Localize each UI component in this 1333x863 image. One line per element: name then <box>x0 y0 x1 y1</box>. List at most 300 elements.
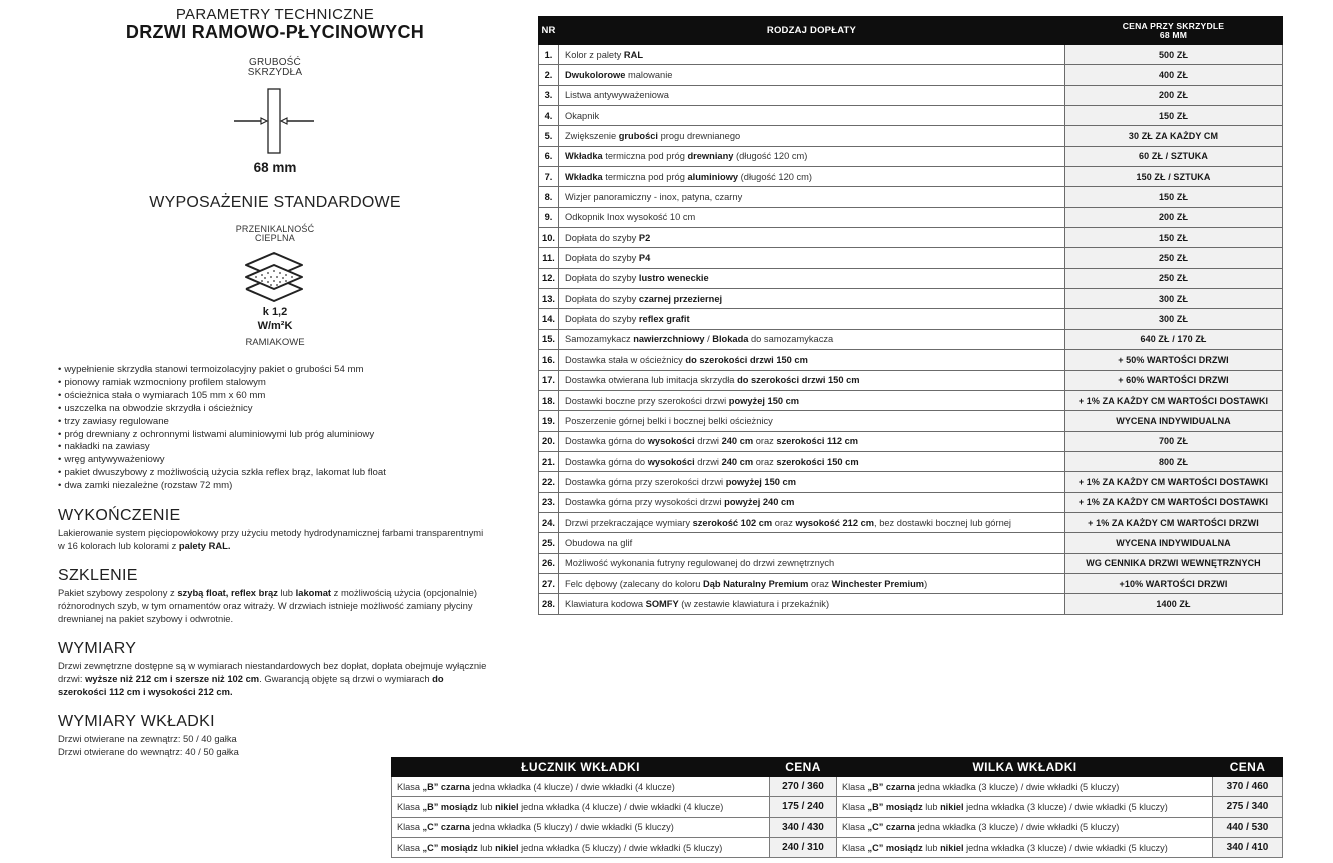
table-row <box>539 45 1283 65</box>
text-line: Drzwi otwierane na zewnątrz: 50 / 40 gałka <box>58 733 237 744</box>
row-number: 13. <box>539 289 559 309</box>
text-run: Dopłata do szyby <box>565 273 639 284</box>
row-description <box>559 431 1065 451</box>
text-run: , bez dostawki bocznej lub górnej <box>874 517 1011 528</box>
row-description <box>559 309 1065 329</box>
row-price: 30 ZŁ ZA KAŻDY CM <box>1065 126 1283 146</box>
insert-description <box>837 777 1213 797</box>
row-number: 15. <box>539 329 559 349</box>
text-run-bold: do szerokości drzwi 150 cm <box>685 354 808 365</box>
row-description <box>559 350 1065 370</box>
table-row <box>392 837 837 857</box>
text-run: do samozamykacza <box>748 334 834 345</box>
text-run: Wizjer panoramiczny - inox, patyna, czarny <box>565 192 743 203</box>
row-price: 150 ZŁ <box>1065 187 1283 207</box>
row-description <box>559 390 1065 410</box>
row-price: 800 ZŁ <box>1065 451 1283 471</box>
doc-subtitle: PARAMETRY TECHNICZNE <box>175 6 375 23</box>
text-run: Dostawka górna do <box>565 436 648 447</box>
insert-price: 270 / 360 <box>770 777 837 797</box>
row-description <box>559 228 1065 248</box>
k-note: RAMIAKOWE <box>245 337 305 348</box>
table-row <box>539 207 1283 227</box>
text-run: Samozamykacz <box>565 334 634 345</box>
surcharges-body <box>539 45 1283 615</box>
insert-description <box>392 777 770 797</box>
text-run-bold: szerokości 150 cm <box>776 456 859 467</box>
insert-price: 275 / 340 <box>1213 797 1283 817</box>
thickness-value: 68 mm <box>253 160 297 175</box>
text-run: Dostawka górna przy szerokości drzwi <box>565 476 726 487</box>
thickness-label-line2: SKRZYDŁA <box>247 67 303 78</box>
text-run: jedna wkładka (5 kluczy) / dwie wkładki (5 kluczy) <box>518 842 723 853</box>
list-item: • nakładki na zawiasy <box>58 441 488 454</box>
header-price-line1: CENA PRZY SKRZYDLE <box>1122 20 1225 31</box>
wilka-price-header: CENA <box>1213 758 1283 777</box>
row-price: + 1% ZA KAŻDY CM WARTOŚCI DOSTAWKI <box>1065 390 1283 410</box>
text-run: . Gwarancją objęte są drzwi o wymiarach <box>259 672 433 684</box>
text-run-bold: 240 cm <box>721 456 754 467</box>
row-description <box>559 492 1065 512</box>
insulation-layers-icon <box>242 250 306 304</box>
row-description <box>559 512 1065 532</box>
text-run-bold: grubości <box>618 131 658 142</box>
list-item: • pakiet dwuszybowy z możliwością użycia szkła reflex brąz, lakomat lub float <box>58 467 488 480</box>
text-run: termiczna pod próg <box>602 151 688 162</box>
table-header-row <box>837 758 1283 777</box>
text-run: (w zestawie klawiatura i przekaźnik) <box>678 598 830 609</box>
row-number: 20. <box>539 431 559 451</box>
text-run: Drzwi zewnętrzne dostępne są w wymiarach niestandardowych bez dopłat, dopłata obejmuje wyłącznie drzwi: <box>58 660 487 684</box>
insert-price: 370 / 460 <box>1213 777 1283 797</box>
text-run: oraz <box>753 456 777 467</box>
text-run: jedna wkładka (3 klucze) / dwie wkładki (5 kluczy) <box>963 842 1168 853</box>
text-run: Kolor z palety <box>565 49 624 60</box>
text-run: lub <box>277 587 296 598</box>
row-number: 23. <box>539 492 559 512</box>
text-run: Listwa antywyważeniowa <box>565 90 669 101</box>
heat-transfer-label <box>60 225 490 243</box>
row-description <box>559 248 1065 268</box>
row-description <box>559 187 1065 207</box>
row-number: 21. <box>539 451 559 471</box>
text-run-bold: nikiel <box>495 801 519 812</box>
text-run: Klasa <box>842 801 868 812</box>
table-row <box>539 451 1283 471</box>
text-run-bold: „C” czarna <box>422 822 471 833</box>
text-run: Odkopnik Inox wysokość 10 cm <box>565 212 696 223</box>
text-run-bold: P2 <box>638 232 651 243</box>
text-run-bold: 240 cm <box>721 436 754 447</box>
text-run: Pakiet szybowy zespolony z <box>58 587 178 598</box>
row-number: 8. <box>539 187 559 207</box>
row-number: 14. <box>539 309 559 329</box>
row-number: 1. <box>539 45 559 65</box>
text-run-bold: do szerokości drzwi 150 cm <box>737 375 860 386</box>
row-price: 300 ZŁ <box>1065 309 1283 329</box>
table-row <box>539 167 1283 187</box>
row-number: 16. <box>539 350 559 370</box>
table-row <box>392 797 837 817</box>
row-price: 150 ZŁ <box>1065 228 1283 248</box>
text-run: Dopłata do szyby <box>565 293 639 304</box>
table-row <box>539 594 1283 614</box>
row-price: 400 ZŁ <box>1065 65 1283 85</box>
text-run: Dopłata do szyby <box>565 253 639 264</box>
text-run: Klasa <box>397 781 423 792</box>
text-run: Zwiększenie <box>565 131 619 142</box>
row-description <box>559 329 1065 349</box>
text-run: lub <box>922 801 941 812</box>
row-description <box>559 207 1065 227</box>
text-run: Dostawka górna przy wysokości drzwi <box>565 497 725 508</box>
insert-description <box>392 837 770 857</box>
lucznik-inserts-table <box>391 757 837 858</box>
text-run: malowanie <box>625 70 673 81</box>
insert-description <box>392 817 770 837</box>
text-run-bold: aluminiowy <box>687 171 739 182</box>
row-number: 4. <box>539 106 559 126</box>
text-run-bold: Dąb Naturalny Premium <box>702 578 809 589</box>
table-row <box>837 777 1283 797</box>
text-run-bold: szybą float, reflex brąz <box>177 587 278 598</box>
text-run: Klasa <box>397 822 423 833</box>
table-row <box>539 146 1283 166</box>
section-text <box>58 587 488 625</box>
insert-price: 175 / 240 <box>770 797 837 817</box>
text-line: Drzwi otwierane do wewnątrz: 40 / 50 gałka <box>58 745 239 757</box>
row-description <box>559 370 1065 390</box>
text-run: Dopłata do szyby <box>565 232 639 243</box>
text-run: Klasa <box>397 801 423 812</box>
table-row <box>539 126 1283 146</box>
table-row <box>539 492 1283 512</box>
text-run-bold: lakomat <box>295 587 332 598</box>
door-thickness-icon <box>232 88 316 158</box>
table-row <box>539 533 1283 553</box>
text-run-bold: wysokości <box>647 456 695 467</box>
row-description <box>559 553 1065 573</box>
text-run-bold: Wkładka <box>565 171 603 182</box>
table-row <box>539 65 1283 85</box>
row-number: 24. <box>539 512 559 532</box>
text-run: Dostawka górna do <box>565 456 648 467</box>
row-price: 300 ZŁ <box>1065 289 1283 309</box>
text-run: lub <box>477 842 496 853</box>
table-row <box>539 512 1283 532</box>
row-price: + 60% WARTOŚCI DRZWI <box>1065 370 1283 390</box>
text-run-bold: Blokada <box>712 334 749 345</box>
section-glazing <box>58 567 488 625</box>
text-run: Felc dębowy (zalecany do koloru <box>565 578 703 589</box>
text-run-bold: Dwukolorowe <box>565 70 626 81</box>
text-run-bold: SOMFY <box>645 598 679 609</box>
row-price: WYCENA INDYWIDUALNA <box>1065 533 1283 553</box>
text-run: Dopłata do szyby <box>565 314 639 325</box>
section-text <box>58 733 488 759</box>
text-run: jedna wkładka (4 klucze) / dwie wkładki (4 klucze) <box>518 801 724 812</box>
row-price: 60 ZŁ / SZTUKA <box>1065 146 1283 166</box>
text-run: Dostawka stała w ościeżnicy <box>565 354 686 365</box>
k-unit: W/m²K <box>257 320 293 332</box>
row-price: 150 ZŁ <box>1065 106 1283 126</box>
text-run-bold: „B” mosiądz <box>422 801 478 812</box>
header-price <box>1065 17 1283 45</box>
row-description <box>559 268 1065 288</box>
row-price: WG CENNIKA DRZWI WEWNĘTRZNYCH <box>1065 553 1283 573</box>
wilka-body <box>837 777 1283 858</box>
text-run: ) <box>924 578 928 589</box>
insert-description <box>392 797 770 817</box>
text-run-bold: nikiel <box>495 842 519 853</box>
row-number: 3. <box>539 85 559 105</box>
text-run: jedna wkładka (3 klucze) / dwie wkładki (5 kluczy) <box>915 781 1120 792</box>
table-row <box>392 777 837 797</box>
list-item: • próg drewniany z ochronnymi listwami aluminiowymi lub próg aluminiowy <box>58 429 488 442</box>
text-run: Klawiatura kodowa <box>565 598 646 609</box>
list-item: • trzy zawiasy regulowane <box>58 416 488 429</box>
section-title: SZKLENIE <box>58 567 138 584</box>
row-description <box>559 472 1065 492</box>
text-run-bold: drewniany <box>687 151 734 162</box>
row-price: 1400 ZŁ <box>1065 594 1283 614</box>
row-number: 9. <box>539 207 559 227</box>
row-number: 27. <box>539 573 559 593</box>
text-run-bold: reflex grafit <box>638 314 690 325</box>
text-run: Drzwi przekraczające wymiary <box>565 517 693 528</box>
doc-title: DRZWI RAMOWO-PŁYCINOWYCH <box>125 22 425 42</box>
section-dimensions <box>58 640 488 698</box>
text-run: termiczna pod próg <box>602 171 688 182</box>
text-run-bold: „C” mosiądz <box>422 842 478 853</box>
text-run-bold: lustro weneckie <box>638 273 709 284</box>
insert-description <box>837 817 1213 837</box>
row-number: 11. <box>539 248 559 268</box>
row-price: + 1% ZA KAŻDY CM WARTOŚCI DOSTAWKI <box>1065 472 1283 492</box>
list-item: • pionowy ramiak wzmocniony profilem stalowym <box>58 377 488 390</box>
row-number: 26. <box>539 553 559 573</box>
text-run-bold: Wkładka <box>565 151 603 162</box>
text-run-bold: P4 <box>638 253 651 264</box>
table-row <box>539 573 1283 593</box>
row-price: +10% WARTOŚCI DRZWI <box>1065 573 1283 593</box>
row-number: 2. <box>539 65 559 85</box>
table-row <box>539 350 1283 370</box>
row-price: WYCENA INDYWIDUALNA <box>1065 411 1283 431</box>
row-price: 250 ZŁ <box>1065 268 1283 288</box>
list-item: • wypełnienie skrzydła stanowi termoizolacyjny pakiet o grubości 54 mm <box>58 364 488 377</box>
row-number: 25. <box>539 533 559 553</box>
table-header-row <box>539 17 1283 45</box>
text-run: Lakierowanie system pięciopowłokowy przy użyciu metody hydrodynamicznej farbami transparentnymi w 16 kolorach lub kolorami z <box>58 527 484 551</box>
text-run-bold: palety RAL. <box>178 539 231 551</box>
text-run: z możliwością użycia (opcjonalnie) różnorodnych szyb, w tym ornamentów oraz witraży. W drzwiach istnieje możliwość zamiany płyciny drewnianej na pakiet szybowy i odwrotnie. <box>58 587 477 624</box>
text-run: Możliwość wykonania futryny regulowanej do drzwi zewnętrznych <box>565 558 835 569</box>
list-item: • wręg antywyważeniowy <box>58 454 488 467</box>
row-number: 6. <box>539 146 559 166</box>
text-run-bold: RAL <box>623 49 644 60</box>
row-price: 500 ZŁ <box>1065 45 1283 65</box>
table-row <box>539 472 1283 492</box>
text-run-bold: wyższe niż 212 cm i szersze niż 102 cm <box>85 672 260 684</box>
table-row <box>837 837 1283 857</box>
standard-equipment-title: WYPOSAŻENIE STANDARDOWE <box>149 194 401 211</box>
text-run: drzwi <box>694 436 722 447</box>
text-run: Klasa <box>397 842 423 853</box>
row-description <box>559 594 1065 614</box>
row-number: 19. <box>539 411 559 431</box>
lucznik-body <box>392 777 837 858</box>
row-description <box>559 45 1065 65</box>
row-description <box>559 106 1065 126</box>
row-price: 200 ZŁ <box>1065 207 1283 227</box>
text-run: (długość 120 cm) <box>738 171 812 182</box>
text-run: lub <box>477 801 496 812</box>
row-price: 700 ZŁ <box>1065 431 1283 451</box>
text-run: Dostawka otwierana lub imitacja skrzydła <box>565 375 738 386</box>
text-run: oraz <box>772 517 796 528</box>
table-row <box>539 329 1283 349</box>
row-description <box>559 289 1065 309</box>
row-description <box>559 85 1065 105</box>
list-item: • dwa zamki niezależne (rozstaw 72 mm) <box>58 480 488 493</box>
text-run-bold: nikiel <box>940 842 964 853</box>
text-run: / <box>704 334 713 345</box>
text-run: jedna wkładka (4 klucze) / dwie wkładki (4 klucze) <box>470 781 675 792</box>
row-description <box>559 451 1065 471</box>
row-number: 22. <box>539 472 559 492</box>
insert-price: 240 / 310 <box>770 837 837 857</box>
text-run: drzwi <box>694 456 722 467</box>
text-run: jedna wkładka (3 klucze) / dwie wkładki (5 kluczy) <box>963 801 1168 812</box>
list-item: • ościeżnica stała o wymiarach 105 mm x 60 mm <box>58 390 488 403</box>
surcharges-table <box>538 16 1283 615</box>
section-insert-dimensions <box>58 713 488 759</box>
k-value: k 1,2 <box>262 306 288 318</box>
table-row <box>539 553 1283 573</box>
header-price-line2: 68 MM <box>1159 29 1188 40</box>
table-row <box>539 228 1283 248</box>
row-number: 17. <box>539 370 559 390</box>
text-run: Poszerzenie górnej belki i bocznej belki ościeżnicy <box>565 415 773 426</box>
text-run: jedna wkładka (3 klucze) / dwie wkładki (5 kluczy) <box>915 822 1120 833</box>
text-run: oraz <box>753 436 777 447</box>
text-run-bold: szerokość 102 cm <box>692 517 773 528</box>
row-description <box>559 65 1065 85</box>
table-row <box>837 817 1283 837</box>
text-run: Okapnik <box>565 110 600 121</box>
text-run-bold: powyżej 150 cm <box>728 395 800 406</box>
text-run-bold: „C” mosiądz <box>867 842 923 853</box>
wilka-inserts-table <box>836 757 1283 858</box>
thickness-label-line1: GRUBOŚĆ <box>249 57 301 68</box>
row-description <box>559 411 1065 431</box>
row-price: 250 ZŁ <box>1065 248 1283 268</box>
row-number: 12. <box>539 268 559 288</box>
text-run: Klasa <box>842 842 868 853</box>
section-title: WYKOŃCZENIE <box>58 507 181 524</box>
heat-label-line1: PRZENIKALNOŚĆ <box>235 224 315 234</box>
text-run-bold: szerokości 112 cm <box>776 436 859 447</box>
row-price: 640 ZŁ / 170 ZŁ <box>1065 329 1283 349</box>
table-row <box>539 289 1283 309</box>
section-title: WYMIARY WKŁADKI <box>58 713 215 730</box>
row-price: + 50% WARTOŚCI DRZWI <box>1065 350 1283 370</box>
lucznik-price-header: CENA <box>770 758 837 777</box>
wilka-title: WILKA WKŁADKI <box>837 758 1213 777</box>
table-row <box>837 797 1283 817</box>
row-price: + 1% ZA KAŻDY CM WARTOŚCI DOSTAWKI <box>1065 492 1283 512</box>
lucznik-title: ŁUCZNIK WKŁADKI <box>392 758 770 777</box>
text-run-bold: „B” czarna <box>422 781 471 792</box>
table-row <box>539 431 1283 451</box>
table-row <box>539 106 1283 126</box>
row-description <box>559 573 1065 593</box>
table-row <box>539 390 1283 410</box>
text-run-bold: „C” czarna <box>867 822 916 833</box>
section-title: WYMIARY <box>58 640 137 657</box>
text-run: oraz <box>808 578 832 589</box>
table-row <box>539 187 1283 207</box>
table-row <box>539 248 1283 268</box>
header-nr: NR <box>539 17 559 45</box>
text-run: lub <box>922 842 941 853</box>
text-run: Obudowa na glif <box>565 537 633 548</box>
section-text <box>58 660 488 698</box>
text-run: Klasa <box>842 781 868 792</box>
row-description <box>559 126 1065 146</box>
table-row <box>539 85 1283 105</box>
row-number: 7. <box>539 167 559 187</box>
heat-label-line2: CIEPLNA <box>255 233 295 243</box>
text-run-bold: czarnej przeziernej <box>638 293 723 304</box>
table-row <box>392 817 837 837</box>
text-run: jedna wkładka (5 kluczy) / dwie wkładki (5 kluczy) <box>470 822 674 833</box>
list-item: • uszczelka na obwodzie skrzydła i ościeżnicy <box>58 403 488 416</box>
header-type: RODZAJ DOPŁATY <box>559 17 1065 45</box>
row-description <box>559 146 1065 166</box>
insert-description <box>837 797 1213 817</box>
text-run-bold: nikiel <box>940 801 964 812</box>
insert-price: 340 / 430 <box>770 817 837 837</box>
row-number: 5. <box>539 126 559 146</box>
row-price: + 1% ZA KAŻDY CM WARTOŚCI DRZWI <box>1065 512 1283 532</box>
table-header-row <box>392 758 837 777</box>
text-run: progu drewnianego <box>658 131 741 142</box>
text-run-bold: Winchester Premium <box>831 578 925 589</box>
section-finishing <box>58 507 488 553</box>
insert-price: 340 / 410 <box>1213 837 1283 857</box>
standard-equipment-list <box>58 364 488 493</box>
row-description <box>559 167 1065 187</box>
text-run-bold: wysokości <box>647 436 695 447</box>
text-run-bold: do szerokości 112 cm i wysokości 212 cm. <box>58 672 444 697</box>
insert-description <box>837 837 1213 857</box>
row-price: 200 ZŁ <box>1065 85 1283 105</box>
table-row <box>539 309 1283 329</box>
text-run-bold: wysokość 212 cm <box>795 517 875 528</box>
text-run-bold: „B” czarna <box>867 781 916 792</box>
row-description <box>559 533 1065 553</box>
text-run: Dostawki boczne przy szerokości drzwi <box>565 395 729 406</box>
text-run-bold: „B” mosiądz <box>867 801 923 812</box>
text-run-bold: powyżej 240 cm <box>724 497 795 508</box>
table-row <box>539 268 1283 288</box>
row-number: 10. <box>539 228 559 248</box>
table-row <box>539 370 1283 390</box>
text-run: (długość 120 cm) <box>733 151 808 162</box>
row-number: 18. <box>539 390 559 410</box>
